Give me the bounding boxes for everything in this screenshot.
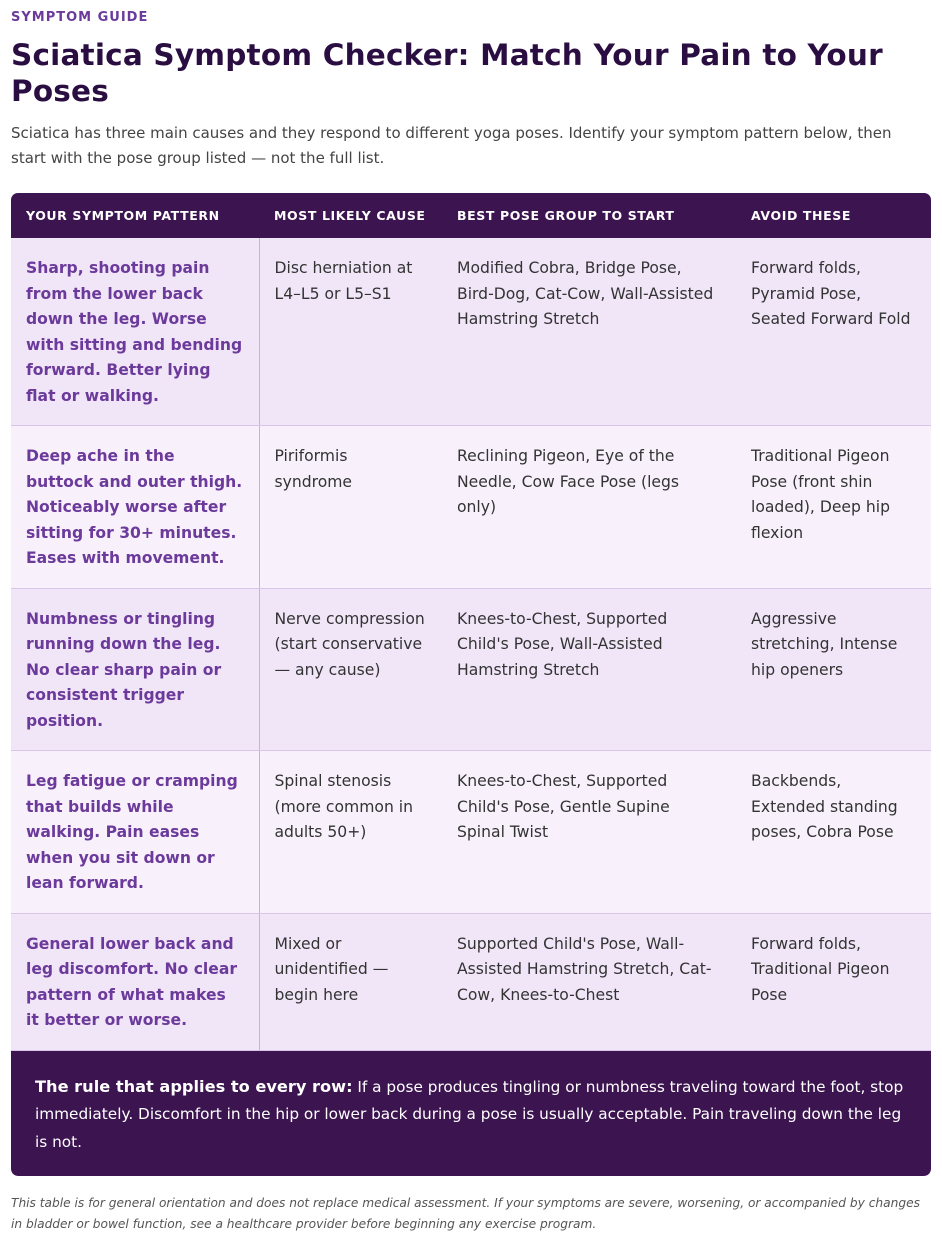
avoid-cell: Backbends, Extended standing poses, Cobra Pose <box>736 751 931 914</box>
symptom-cell: General lower back and leg discomfort. No clear pattern of what makes it better or worse. <box>11 913 259 1050</box>
table-row <box>11 751 931 914</box>
intro-paragraph: Sciatica has three main causes and they respond to different yoga poses. Identify your symptom pattern below, then start with the pose group listed — not the full list. <box>11 124 892 167</box>
avoid-cell: Forward folds, Traditional Pigeon Pose <box>736 913 931 1050</box>
symptom-table-card <box>11 193 931 1176</box>
poses-cell: Knees-to-Chest, Supported Child's Pose, Wall-Assisted Hamstring Stretch <box>442 588 736 751</box>
header-likely-cause: MOST LIKELY CAUSE <box>259 193 442 238</box>
table-row <box>11 913 931 1050</box>
cause-cell: Spinal stenosis (more common in adults 50+) <box>259 751 442 914</box>
poses-cell: Reclining Pigeon, Eye of the Needle, Cow Face Pose (legs only) <box>442 426 736 589</box>
table-header-row <box>11 193 931 238</box>
symptom-cell: Numbness or tingling running down the leg. No clear sharp pain or consistent trigger position. <box>11 588 259 751</box>
rule-text: If a pose produces tingling or numbness traveling toward the foot, stop immediately. Discomfort in the hip or lower back during a pose is usually acceptable. Pain traveling down the leg is not. <box>35 1077 904 1151</box>
cause-cell: Disc herniation at L4–L5 or L5–S1 <box>259 238 442 426</box>
cause-cell: Piriformis syndrome <box>259 426 442 589</box>
article <box>0 10 942 1235</box>
table-row <box>11 588 931 751</box>
rule-callout <box>11 1051 931 1177</box>
symptom-table <box>11 193 931 1051</box>
header-avoid: AVOID THESE <box>736 193 931 238</box>
avoid-cell: Traditional Pigeon Pose (front shin loaded), Deep hip flexion <box>736 426 931 589</box>
rule-lead: The rule that applies to every row: <box>35 1076 353 1096</box>
symptom-cell: Leg fatigue or cramping that builds while walking. Pain eases when you sit down or lean forward. <box>11 751 259 914</box>
page-title: Sciatica Symptom Checker: Match Your Pain to Your Poses <box>11 38 883 108</box>
header-pose-group: BEST POSE GROUP TO START <box>442 193 736 238</box>
poses-cell: Modified Cobra, Bridge Pose, Bird-Dog, Cat-Cow, Wall-Assisted Hamstring Stretch <box>442 238 736 426</box>
avoid-cell: Forward folds, Pyramid Pose, Seated Forward Fold <box>736 238 931 426</box>
table-row <box>11 238 931 426</box>
table-row <box>11 426 931 589</box>
symptom-cell: Sharp, shooting pain from the lower back down the leg. Worse with sitting and bending forward. Better lying flat or walking. <box>11 238 259 426</box>
cause-cell: Nerve compression (start conservative — any cause) <box>259 588 442 751</box>
poses-cell: Knees-to-Chest, Supported Child's Pose, Gentle Supine Spinal Twist <box>442 751 736 914</box>
avoid-cell: Aggressive stretching, Intense hip openers <box>736 588 931 751</box>
header-symptom-pattern: YOUR SYMPTOM PATTERN <box>11 193 259 238</box>
symptom-cell: Deep ache in the buttock and outer thigh. Noticeably worse after sitting for 30+ minutes. Eases with movement. <box>11 426 259 589</box>
poses-cell: Supported Child's Pose, Wall-Assisted Hamstring Stretch, Cat-Cow, Knees-to-Chest <box>442 913 736 1050</box>
cause-cell: Mixed or unidentified — begin here <box>259 913 442 1050</box>
disclaimer-note: This table is for general orientation and does not replace medical assessment. If your symptoms are severe, worsening, or accompanied by changes in bladder or bowel function, see a healthcare provider before beginning any exercise program. <box>11 1196 920 1231</box>
section-eyebrow: SYMPTOM GUIDE <box>11 10 149 25</box>
